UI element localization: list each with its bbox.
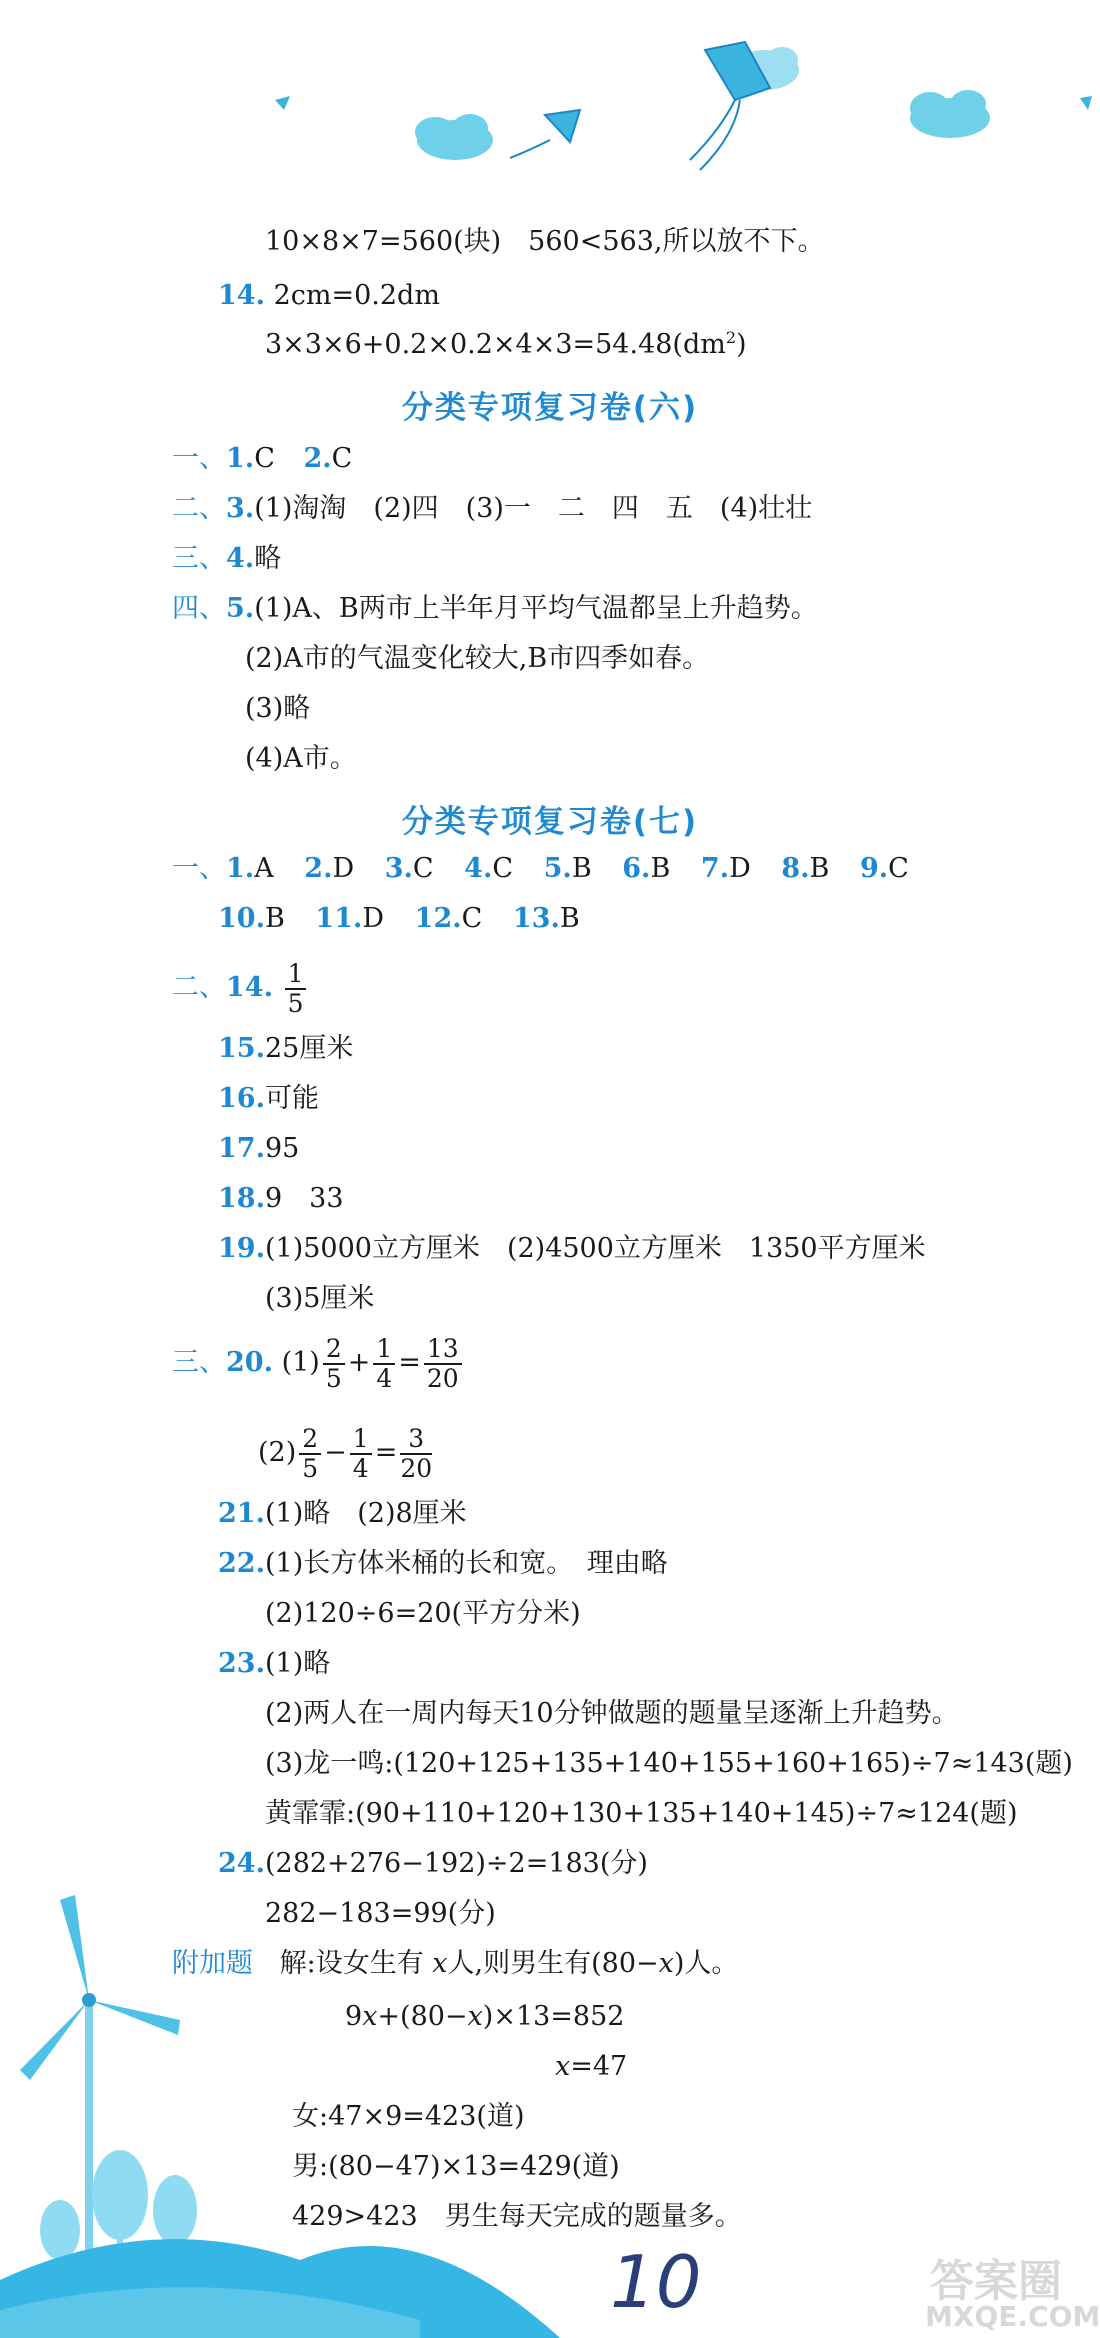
bonus-label: 附加题 [172, 1948, 253, 1979]
fraction: $\frac{2}{5}$ [299, 1425, 321, 1482]
answer-text: )人。 [673, 1948, 739, 1979]
question-number: 3. [384, 853, 413, 884]
s7-q19b: (3)5厘米 [265, 1283, 375, 1314]
answer-text: 3×3×6+0.2×0.2×4×3=54.48(dm [265, 329, 726, 360]
s6-row-4 [172, 595, 818, 622]
question-number: 18. [218, 1183, 265, 1214]
answer-text: 略 [254, 543, 282, 574]
s7-q23b: (2)两人在一周内每天10分钟做题的题量呈逐渐上升趋势。 [265, 1698, 959, 1729]
s7-mc-row-1 [172, 855, 909, 882]
question-number: 2. [304, 853, 333, 884]
question-number: 4. [464, 853, 493, 884]
answer-text: 95 [264, 1133, 300, 1164]
question-number: 2. [303, 443, 332, 474]
question-number: 20. [226, 1347, 273, 1378]
answer-text: 2cm=0.2dm [273, 280, 440, 311]
question-number: 4. [226, 543, 255, 574]
answer-text: (1)5000立方厘米 (2)4500立方厘米 1350平方厘米 [264, 1233, 926, 1264]
question-number: 22. [218, 1548, 265, 1579]
s7-q23c: (3)龙一鸣:(120+125+135+140+155+160+165)÷7≈143(题) [265, 1748, 1073, 1779]
answer-text: (1)略 [264, 1648, 331, 1679]
section-marker: 二、 [172, 972, 226, 1003]
answer-text: C [461, 903, 483, 934]
answer-text: (2) [258, 1437, 297, 1468]
operator: − [324, 1437, 347, 1468]
section-marker: 四、 [172, 593, 226, 624]
answer-text: C [412, 853, 434, 884]
question-14-calc [265, 330, 747, 358]
s7-q17 [218, 1135, 299, 1162]
s7-q21 [218, 1500, 467, 1527]
question-number: 7. [700, 853, 730, 884]
s7-q19 [218, 1235, 926, 1262]
question-number: 5. [543, 853, 572, 884]
question-number: 5. [226, 593, 255, 624]
answer-text: B [571, 853, 592, 884]
answer-text: B [264, 903, 285, 934]
s7-q22b: (2)120÷6=20(平方分米) [265, 1598, 581, 1629]
variable: x [555, 2051, 571, 2082]
operator: + [347, 1347, 371, 1378]
answer-text: (1)长方体米桶的长和宽。 理由略 [264, 1548, 668, 1579]
cloud-icon [910, 90, 990, 138]
fraction: $\frac{2}{5}$ [323, 1335, 345, 1392]
question-number: 21. [218, 1498, 265, 1529]
s6-row-3 [172, 545, 281, 572]
answer-text: )×13=852 [482, 2001, 625, 2032]
question-number: 1. [226, 443, 255, 474]
answer-text: 9 [345, 2001, 363, 2032]
question-number: 6. [622, 853, 651, 884]
header-decoration [0, 0, 1100, 180]
fraction: $\frac{13}{20}$ [424, 1335, 462, 1392]
section-title-6: 分类专项复习卷(六) [401, 390, 699, 426]
answer-text: 人,则男生有(80− [447, 1948, 659, 1979]
question-14 [218, 282, 440, 309]
question-number: 19. [218, 1233, 265, 1264]
question-number: 10. [218, 903, 265, 934]
s6-row-4c: (3)略 [245, 693, 311, 724]
superscript: 2 [725, 328, 737, 347]
operator: = [374, 1437, 398, 1468]
question-number: 8. [781, 853, 810, 884]
bonus-conclusion: 429>423 男生每天完成的题量多。 [292, 2201, 742, 2232]
footer-decoration [0, 1880, 600, 2338]
answer-text: (1)略 (2)8厘米 [264, 1498, 467, 1529]
answer-text: A [254, 853, 274, 884]
question-number: 3. [226, 493, 255, 524]
s7-q20-2 [258, 1425, 435, 1482]
variable: x [658, 1948, 674, 1979]
section-marker: 一、 [172, 853, 226, 884]
variable: x [362, 2001, 378, 2032]
kite-icon [510, 110, 580, 158]
s7-q23 [218, 1650, 330, 1677]
s7-q24b: 282−183=99(分) [265, 1898, 496, 1929]
s6-row-4d: (4)A市。 [245, 743, 357, 774]
watermark-url: MXQE.COM [925, 2300, 1100, 2333]
answer-text: B [559, 903, 580, 934]
s6-row-1 [172, 445, 352, 472]
page-mark: 10 [610, 2240, 702, 2324]
operator: = [398, 1347, 421, 1378]
bonus-female: 女:47×9=423(道) [292, 2101, 525, 2132]
answer-text: D [362, 903, 385, 934]
answer-text: 25厘米 [264, 1033, 354, 1064]
variable: x [467, 2001, 483, 2032]
s7-q23d: 黄霏霏:(90+110+120+130+135+140+145)÷7≈124(题) [265, 1798, 1018, 1829]
bonus-male: 男:(80−47)×13=429(道) [292, 2151, 620, 2182]
answer-text: D [332, 853, 355, 884]
s6-row-2 [172, 495, 812, 522]
question-number: 16. [218, 1083, 265, 1114]
answer-text: ) [736, 329, 747, 360]
variable: x [432, 1948, 448, 1979]
kite-icon [1080, 96, 1092, 110]
kite-icon [275, 96, 290, 110]
answer-text: C [492, 853, 514, 884]
question-number: 15. [218, 1033, 265, 1064]
cloud-icon [415, 114, 493, 160]
s7-q18 [218, 1185, 344, 1212]
section-marker: 一、 [172, 443, 226, 474]
s7-q15 [218, 1035, 353, 1062]
fraction: $\frac{3}{20}$ [400, 1424, 433, 1483]
answer-text: B [809, 853, 830, 884]
answer-text: (1)淘淘 (2)四 (3)一 二 四 五 (4)壮壮 [254, 493, 813, 524]
section-title-7: 分类专项复习卷(七) [401, 804, 699, 840]
question-number: 12. [414, 903, 462, 934]
answer-text: +(80− [377, 2001, 468, 2032]
answer-text: 解:设女生有 [279, 1948, 424, 1979]
question-number: 11. [315, 903, 363, 934]
question-number: 17. [218, 1133, 265, 1164]
s7-q24 [218, 1850, 648, 1877]
fraction: $\frac{1}{4}$ [373, 1335, 395, 1392]
question-number: 13. [512, 903, 560, 934]
s7-q14 [172, 960, 309, 1017]
s6-row-4b: (2)A市的气温变化较大,B市四季如春。 [245, 643, 710, 674]
answer-text: (1)A、B两市上半年月平均气温都呈上升趋势。 [254, 593, 818, 624]
answer-text: =47 [570, 2051, 628, 2082]
question-number: 23. [218, 1648, 265, 1679]
answer-text: C [331, 443, 353, 474]
section-marker: 三、 [172, 1347, 226, 1378]
answer-text: B [650, 853, 671, 884]
watermark-logo: 答案圈 [930, 2256, 1062, 2307]
question-number: 1. [226, 853, 255, 884]
answer-text: 9 33 [264, 1183, 344, 1214]
s7-q16 [218, 1085, 319, 1112]
answer-text: C [254, 443, 275, 474]
answer-text: (282+276−192)÷2=183(分) [264, 1848, 648, 1879]
fraction: $\frac{1}{5}$ [285, 960, 307, 1017]
section-marker: 二、 [172, 493, 226, 524]
s7-mc-row-2 [218, 905, 580, 932]
s7-q20-1 [172, 1335, 465, 1392]
answer-text: D [729, 853, 751, 884]
question-number: 14. [218, 280, 265, 311]
question-number: 24. [218, 1848, 265, 1879]
answer-text: C [888, 853, 909, 884]
answer-text: 可能 [264, 1083, 319, 1114]
top-line-1: 10×8×7=560(块) 560<563,所以放不下。 [265, 226, 825, 257]
section-marker: 三、 [172, 543, 226, 574]
answer-text: (1) [281, 1347, 320, 1378]
s7-q22 [218, 1550, 668, 1577]
fraction: $\frac{1}{4}$ [350, 1425, 372, 1482]
question-number: 9. [859, 853, 889, 884]
question-number: 14. [226, 972, 273, 1003]
